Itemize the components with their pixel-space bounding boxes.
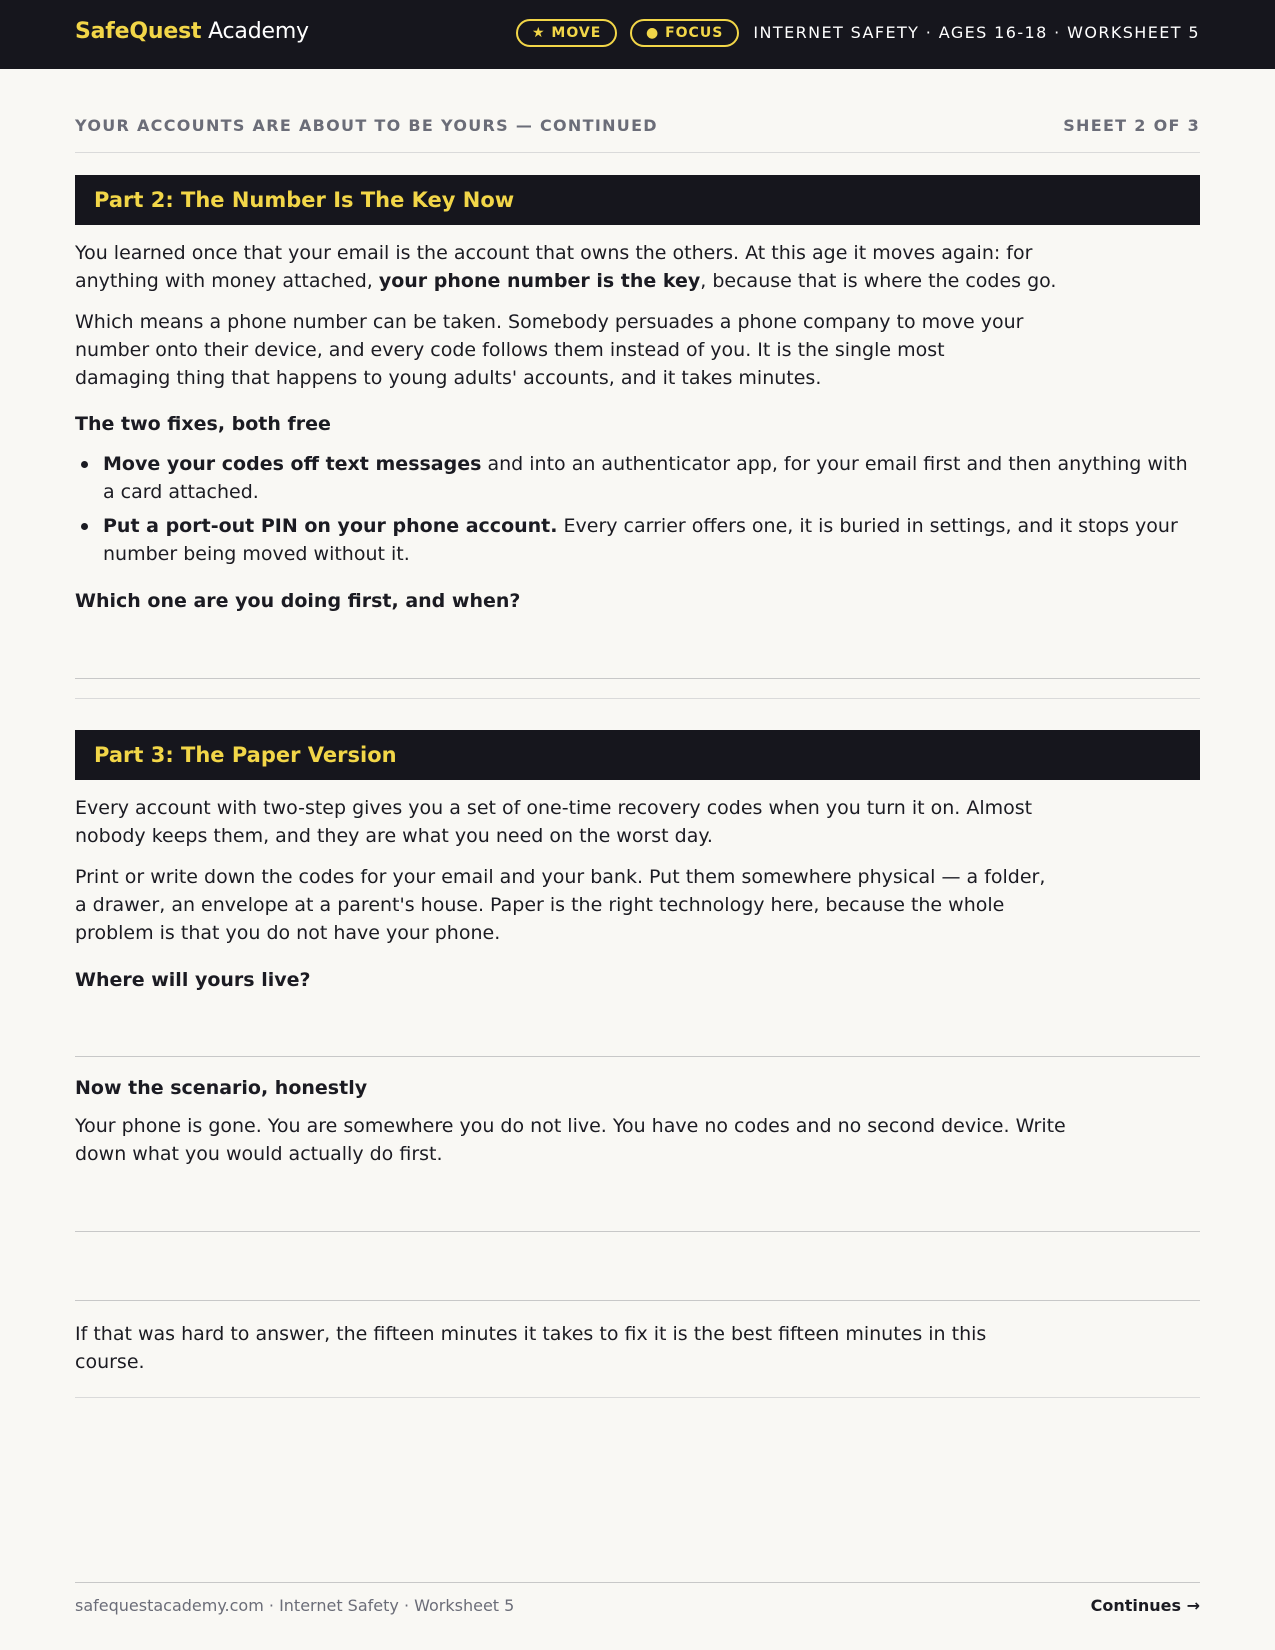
part-2-heading: Part 2: The Number Is The Key Now [75,175,1200,225]
part-3-question: Where will yours live? [75,969,311,991]
emphasis: your phone number is the key [378,270,701,292]
continues-link[interactable]: Continues → [1090,1596,1200,1615]
scenario-title: Now the scenario, honestly [75,1077,368,1099]
page-title: YOUR ACCOUNTS ARE ABOUT TO BE YOURS — CONTINUED [75,116,658,135]
footer-divider [75,1582,1200,1583]
move-badge: ★ MOVE [516,19,617,47]
focus-badge: ● FOCUS [630,19,739,47]
section-divider [75,698,1200,699]
part-2-question: Which one are you doing first, and when? [75,590,521,612]
footer-credits: safequestacademy.com · Internet Safety · Worksheet 5 [75,1596,515,1615]
part-3-heading: Part 3: The Paper Version [75,730,1200,780]
scenario-text: Your phone is gone. You are somewhere you do not live. You have no codes and no second device. Write down what you would actually do first. [75,1115,1066,1165]
answer-line[interactable] [75,1231,1200,1232]
list-item: Put a port-out PIN on your phone account. Every carrier offers one, it is buried in settings, and it stops your number being moved without it. [75,512,1200,568]
brand-name-strong: SafeQuest [75,19,202,44]
answer-line[interactable] [75,678,1200,679]
divider [75,152,1200,153]
part-3-paragraph-1: Every account with two-step gives you a set of one-time recovery codes when you turn it on. Almost nobody keeps them, and they are what you need on the worst day. [75,797,1033,847]
worksheet-meta: INTERNET SAFETY · AGES 16-18 · WORKSHEET 5 [753,23,1200,42]
sheet-counter: SHEET 2 OF 3 [1063,116,1200,135]
divider [75,1397,1200,1398]
top-bar [0,0,1275,69]
brand-logo [75,19,309,44]
fixes-title: The two fixes, both free [75,413,331,435]
brand-name-rest: Academy [201,19,309,44]
closing-note: If that was hard to answer, the fifteen minutes it takes to fix it is the best fifteen minutes in this course. [75,1323,987,1373]
part-2-paragraph-1: You learned once that your email is the account that owns the others. At this age it moves again: for anything with money attached, your phone number is the key, because that is where the codes go. [75,242,1057,292]
part-3-paragraph-2: Print or write down the codes for your email and your bank. Put them somewhere physical — a folder, a drawer, an envelope at a parent's house. Paper is the right technology here, because the whole problem is that you do not have your phone. [75,866,1046,944]
part-2-paragraph-2: Which means a phone number can be taken. Somebody persuades a phone company to move your number onto their device, and every code follows them instead of you. It is the single most damaging thing that happens to young adults' accounts, and it takes minutes. [75,311,1024,389]
answer-line[interactable] [75,1300,1200,1301]
answer-line[interactable] [75,1056,1200,1057]
fixes-list [75,450,1200,574]
list-item: Move your codes off text messages and into an authenticator app, for your email first and then anything with a card attached. [75,450,1200,506]
